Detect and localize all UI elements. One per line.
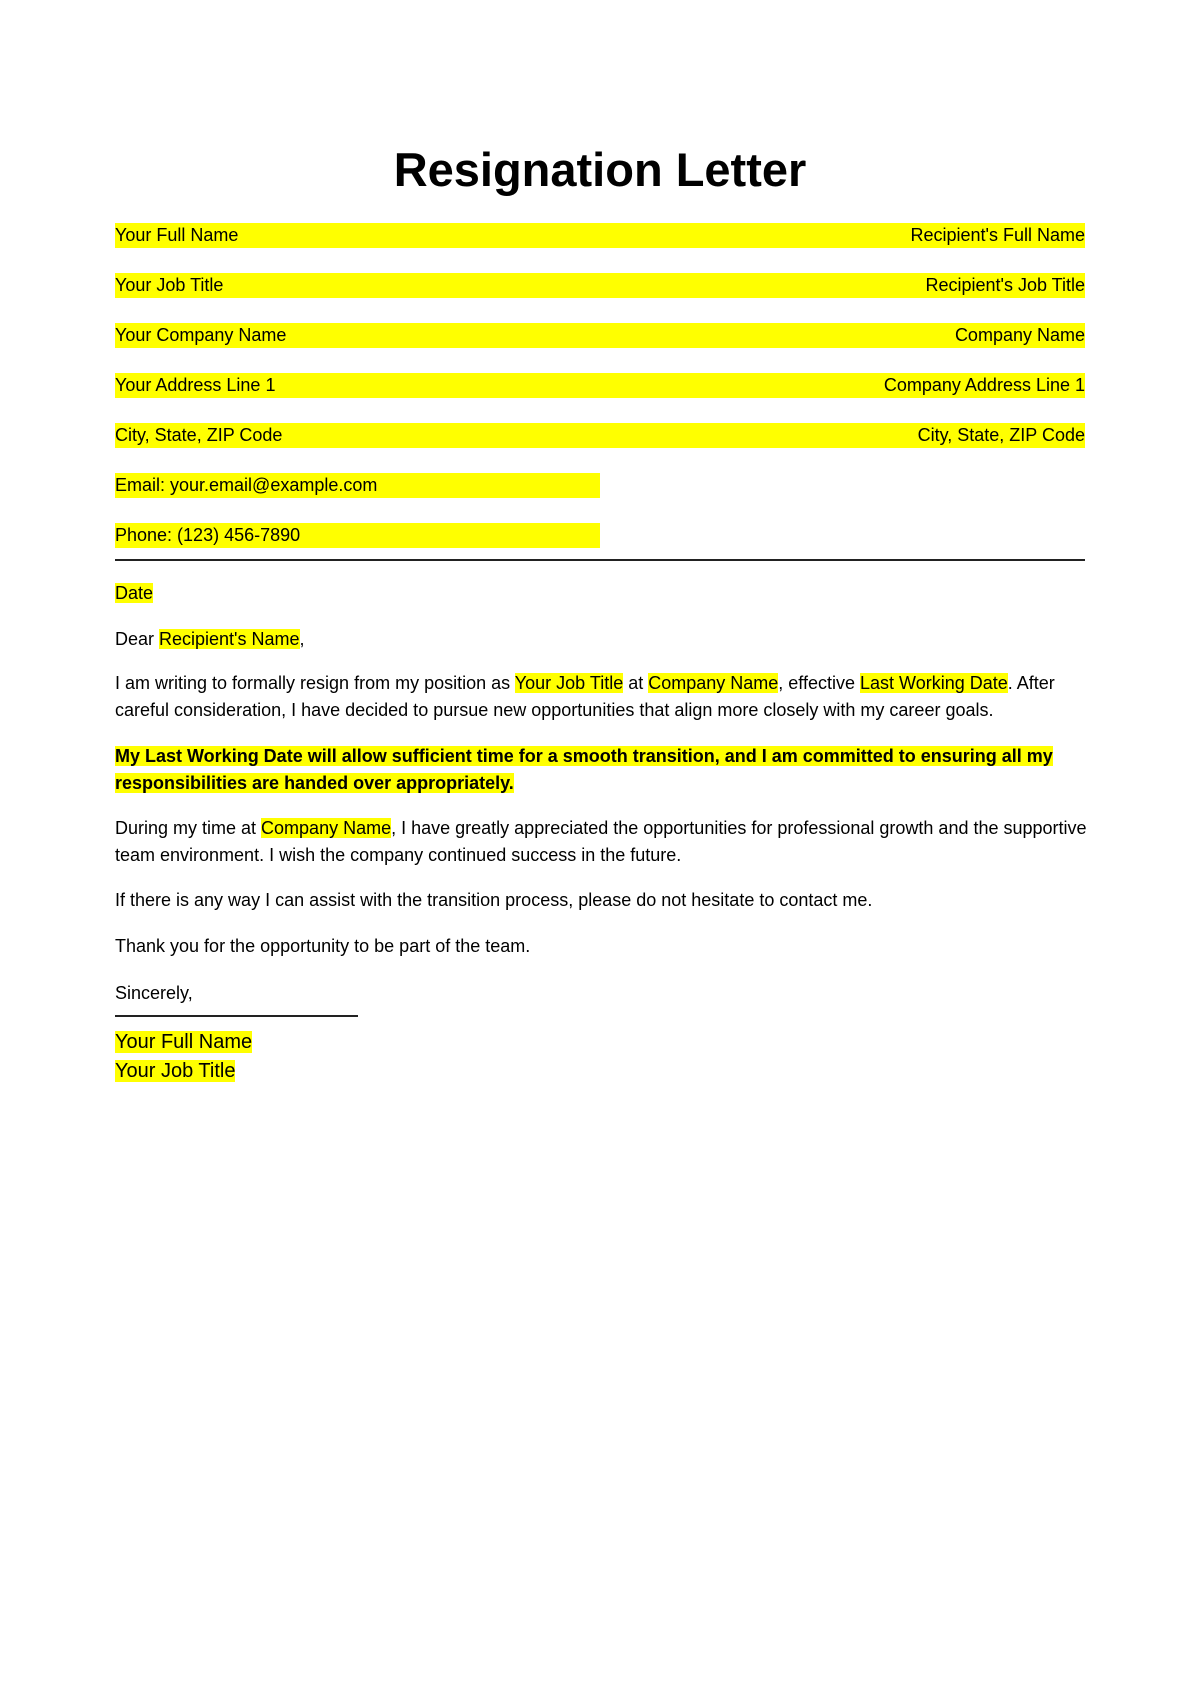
sender-full-name: Your Full Name	[115, 225, 239, 245]
company-name-placeholder: Company Name	[261, 818, 392, 838]
paragraph-text: During my time at	[115, 818, 262, 838]
info-row-phone	[115, 523, 600, 548]
paragraph-text: at	[623, 673, 649, 693]
signature-name-placeholder: Your Full Name	[115, 1031, 253, 1053]
recipient-company-name: Company Name	[954, 325, 1085, 345]
sender-company-name: Your Company Name	[115, 325, 287, 345]
paragraph-thanks: Thank you for the opportunity to be part of the team.	[115, 936, 531, 956]
signature-name	[115, 1029, 252, 1055]
recipient-full-name: Recipient's Full Name	[910, 225, 1085, 245]
paragraph-text: I am writing to formally resign from my position as	[115, 673, 515, 693]
sender-phone: Phone: (123) 456-7890	[115, 525, 301, 545]
signature-title	[115, 1058, 235, 1084]
paragraph-transition	[115, 743, 1090, 797]
paragraph-text: , effective	[778, 673, 860, 693]
header-divider	[115, 559, 1085, 561]
letter-date	[115, 580, 1090, 607]
info-row-address	[115, 373, 1085, 398]
closing: Sincerely,	[115, 983, 193, 1003]
paragraph-appreciation	[115, 815, 1090, 869]
job-title-placeholder: Your Job Title	[514, 673, 624, 693]
salutation-prefix: Dear	[115, 629, 160, 649]
info-row-company	[115, 323, 1085, 348]
signature-title-placeholder: Your Job Title	[115, 1060, 236, 1082]
sender-email: Email: your.email@example.com	[115, 475, 378, 495]
recipient-job-title: Recipient's Job Title	[925, 275, 1085, 295]
sender-address: Your Address Line 1	[115, 375, 276, 395]
recipient-city-state-zip: City, State, ZIP Code	[917, 425, 1085, 445]
info-row-city	[115, 423, 1085, 448]
sender-city-state-zip: City, State, ZIP Code	[115, 425, 283, 445]
salutation-suffix: ,	[299, 629, 305, 649]
page-title: Resignation Letter	[393, 143, 807, 196]
info-row-job-title	[115, 273, 1085, 298]
paragraph-text: . After careful consideration, I have decided to pursue new opportunities that align more closely with my career goals.	[115, 673, 1055, 720]
date-placeholder: Date	[115, 583, 154, 603]
last-working-date-placeholder: Last Working Date	[860, 673, 1008, 693]
company-name-placeholder: Company Name	[648, 673, 779, 693]
recipient-name-placeholder: Recipient's Name	[159, 629, 300, 649]
signature-line	[115, 1015, 358, 1017]
transition-highlight: My Last Working Date will allow sufficient time for a smooth transition, and I am committed to ensuring all my responsibilities are handed over appropriately.	[115, 746, 1053, 793]
paragraph-assist: If there is any way I can assist with the transition process, please do not hesitate to contact me.	[115, 890, 873, 910]
paragraph-text: , I have greatly appreciated the opportunities for professional growth and the supportive team environment. I wish the company continued success in the future.	[115, 818, 1087, 865]
salutation	[115, 626, 1090, 653]
recipient-address: Company Address Line 1	[883, 375, 1085, 395]
info-row-name	[115, 223, 1085, 248]
sender-job-title: Your Job Title	[115, 275, 224, 295]
paragraph-intro	[115, 670, 1090, 724]
info-row-email	[115, 473, 600, 498]
